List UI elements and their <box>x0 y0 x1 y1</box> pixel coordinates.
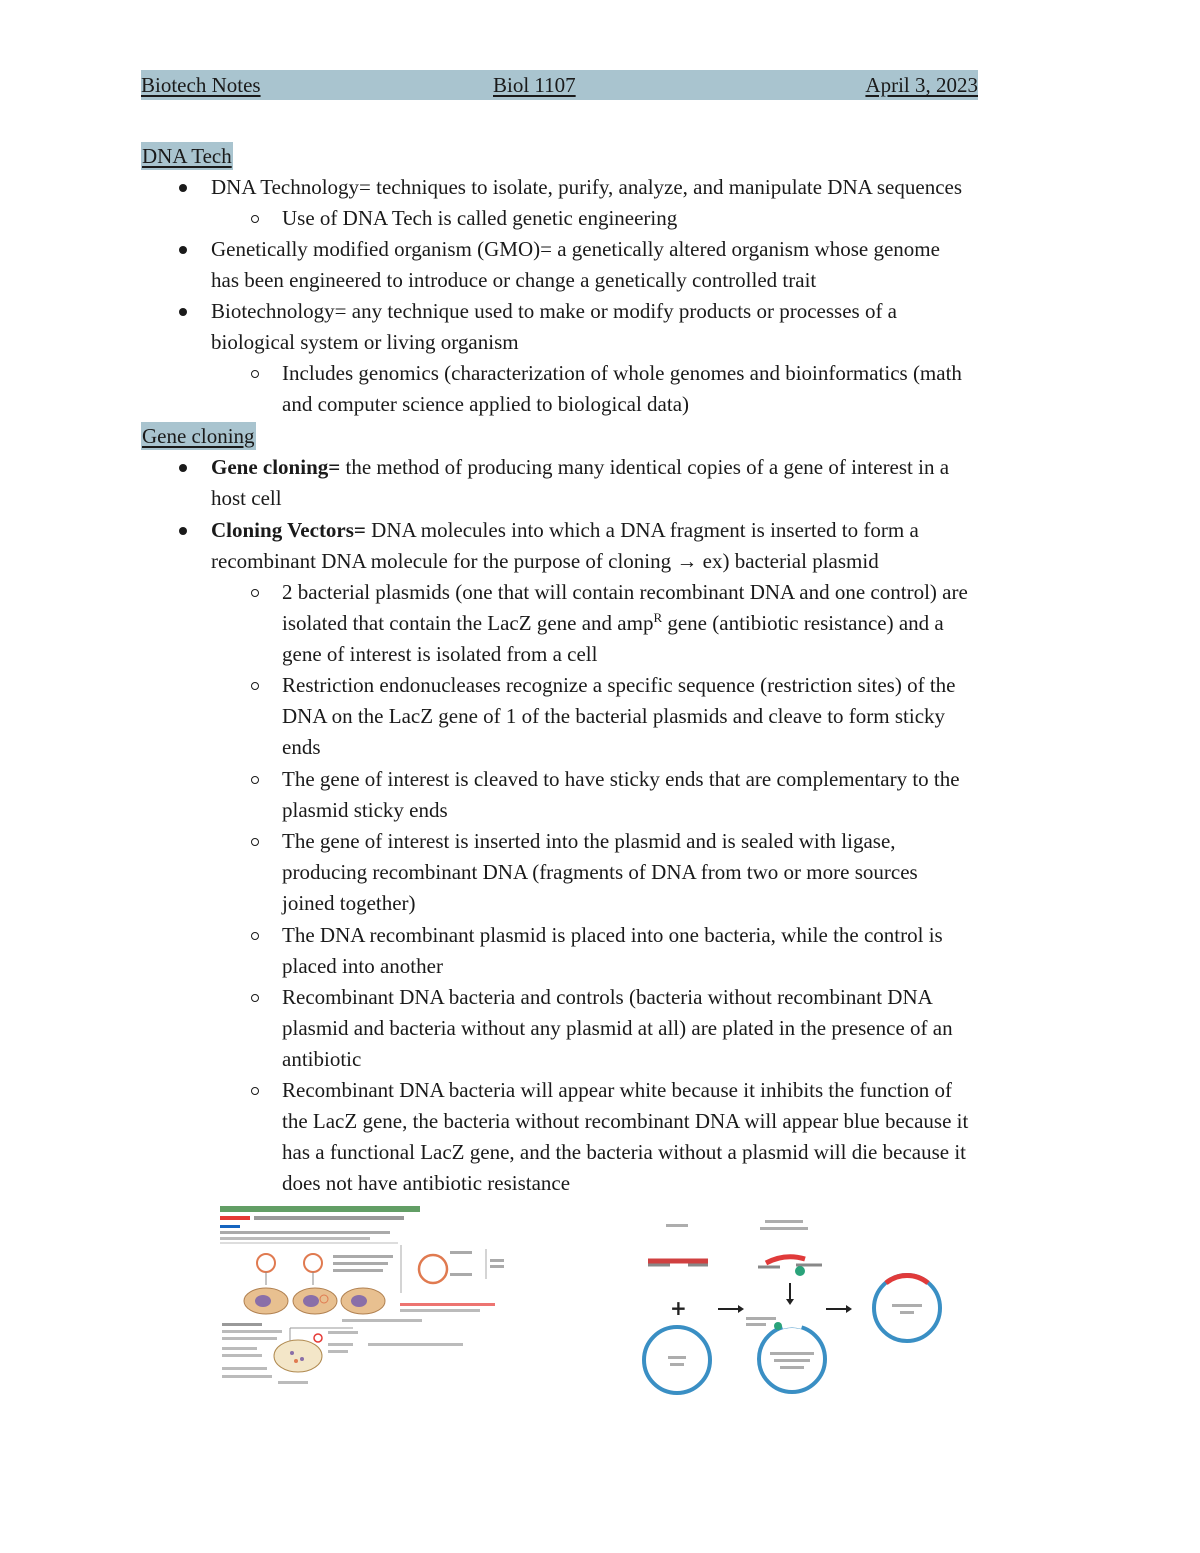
recombinant-plasmid-icon <box>630 1213 960 1403</box>
cloning-figure-icon <box>218 1203 513 1388</box>
sub-bullet-icon <box>251 682 259 690</box>
line-text: gene (antibiotic resistance) and a <box>662 611 944 635</box>
svg-text:+: + <box>670 1296 687 1320</box>
bullet-text: the method of producing many identical copies of a gene of interest in a <box>340 455 950 479</box>
document-header <box>141 70 978 100</box>
sub-bullet-icon <box>251 370 259 378</box>
recombinant-plasmid-diagram <box>630 1213 960 1403</box>
bullet-biotechnology-line1: Biotechnology= any technique used to make or modify products or processes of a <box>211 299 898 323</box>
bullet-cloning-vectors-line1 <box>211 515 1071 546</box>
sub-bullet-plated-line2: plasmid and bacteria without any plasmid at all) are plated in the presence of an <box>282 1016 953 1040</box>
sub-bullet-restriction-line2: DNA on the LacZ gene of 1 of the bacterial plasmids and cleave to form sticky <box>282 704 946 728</box>
sub-bullet-sticky-ends-line1: The gene of interest is cleaved to have sticky ends that are complementary to the <box>282 767 960 791</box>
header-title: Biotech Notes <box>141 73 261 97</box>
sub-bullet-icon <box>251 1087 259 1095</box>
sub-bullet-colors-line1: Recombinant DNA bacteria will appear white because it inhibits the function of <box>282 1078 953 1102</box>
sub-bullet-plated-line3: antibiotic <box>282 1047 362 1071</box>
sub-bullet-colors-line3: has a functional LacZ gene, and the bacteria without a plasmid will die because it <box>282 1140 966 1164</box>
sub-bullet-restriction-line3: ends <box>282 735 321 759</box>
sub-bullet-genomics-line2: and computer science applied to biological data) <box>282 392 690 416</box>
sub-bullet-plasmids-line2 <box>282 608 1072 639</box>
bullet-gene-cloning-line1 <box>211 452 1071 483</box>
bullet-gene-cloning-line2: host cell <box>211 486 282 510</box>
bullet-gmo-line1: Genetically modified organism (GMO)= a genetically altered organism whose genome <box>211 237 940 261</box>
sub-bullet-ligase-line3: joined together) <box>282 891 416 915</box>
sub-bullet-plasmids-line3: gene of interest is isolated from a cell <box>282 642 598 666</box>
bullet-icon <box>179 464 187 472</box>
sub-bullet-icon <box>251 589 259 597</box>
header-course: Biol 1107 <box>493 73 576 97</box>
bullet-cloning-vectors-line2: recombinant DNA molecule for the purpose of cloning → ex) bacterial plasmid <box>211 549 879 573</box>
bullet-dna-technology: DNA Technology= techniques to isolate, purify, analyze, and manipulate DNA sequences <box>211 175 963 199</box>
section-title-dna-tech: DNA Tech <box>142 144 232 168</box>
sub-bullet-restriction-line1: Restriction endonucleases recognize a specific sequence (restriction sites) of the <box>282 673 956 697</box>
sub-bullet-placed-line2: placed into another <box>282 954 443 978</box>
section-title-gene-cloning: Gene cloning <box>142 424 255 448</box>
bullet-icon <box>179 308 187 316</box>
sub-bullet-plated-line1: Recombinant DNA bacteria and controls (bacteria without recombinant DNA <box>282 985 933 1009</box>
sub-bullet-genetic-engineering: Use of DNA Tech is called genetic engineering <box>282 206 678 230</box>
sub-bullet-icon <box>251 994 259 1002</box>
sub-bullet-icon <box>251 838 259 846</box>
sub-bullet-colors-line4: does not have antibiotic resistance <box>282 1171 571 1195</box>
sub-bullet-genomics-line1: Includes genomics (characterization of whole genomes and bioinformatics (math <box>282 361 962 385</box>
superscript: R <box>653 610 663 625</box>
line-text: isolated that contain the LacZ gene and amp <box>282 611 654 635</box>
sub-bullet-plasmids-line1: 2 bacterial plasmids (one that will contain recombinant DNA and one control) are <box>282 580 968 604</box>
cloning-textbook-figure <box>218 1203 513 1388</box>
bullet-icon <box>179 184 187 192</box>
bullet-icon <box>179 527 187 535</box>
bullet-term: Gene cloning= <box>211 455 341 479</box>
sub-bullet-sticky-ends-line2: plasmid sticky ends <box>282 798 448 822</box>
bullet-text: DNA molecules into which a DNA fragment is inserted to form a <box>365 518 919 542</box>
sub-bullet-placed-line1: The DNA recombinant plasmid is placed into one bacteria, while the control is <box>282 923 943 947</box>
bullet-biotechnology-line2: biological system or living organism <box>211 330 519 354</box>
sub-bullet-icon <box>251 776 259 784</box>
sub-bullet-colors-line2: the LacZ gene, the bacteria without recombinant DNA will appear blue because it <box>282 1109 969 1133</box>
bullet-term: Cloning Vectors= <box>211 518 366 542</box>
header-date: April 3, 2023 <box>865 73 978 97</box>
sub-bullet-icon <box>251 215 259 223</box>
sub-bullet-ligase-line2: producing recombinant DNA (fragments of DNA from two or more sources <box>282 860 918 884</box>
sub-bullet-ligase-line1: The gene of interest is inserted into the plasmid and is sealed with ligase, <box>282 829 896 853</box>
sub-bullet-icon <box>251 932 259 940</box>
bullet-icon <box>179 246 187 254</box>
bullet-gmo-line2: has been engineered to introduce or change a genetically controlled trait <box>211 268 817 292</box>
